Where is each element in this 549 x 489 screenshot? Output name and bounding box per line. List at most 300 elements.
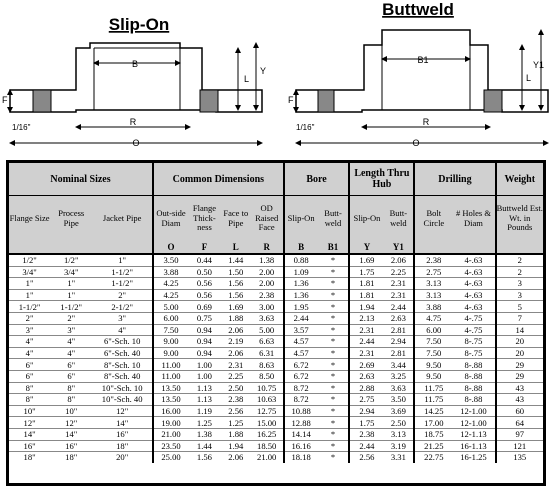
table-cell: 11.00 — [153, 370, 188, 382]
table-cell: 10"-Sch. 10 — [92, 382, 153, 394]
table-cell: 16-1.25 — [452, 452, 495, 463]
table-cell: 8-.88 — [452, 382, 495, 394]
table-cell: 10"-Sch. 40 — [92, 394, 153, 406]
table-cell: 2.25 — [383, 266, 414, 278]
table-cell: 2.56 — [221, 405, 251, 417]
table-cell: 2.38 — [251, 289, 284, 301]
table-cell: 8.63 — [251, 359, 284, 371]
table-cell: 3/4" — [9, 266, 50, 278]
table-cell: 1/2" — [63, 255, 79, 266]
group-weight: Weight — [496, 163, 543, 196]
table-cell: 8"-Sch. 40 — [92, 370, 153, 382]
table-cell: 2.25 — [221, 370, 251, 382]
table-cell: 16.00 — [153, 405, 188, 417]
table-cell: 5.00 — [153, 301, 188, 313]
table-cell: 4.75 — [414, 312, 452, 324]
table-cell: * — [318, 278, 350, 290]
table-cell: 8.50 — [251, 370, 284, 382]
table-cell: 1/2" — [22, 255, 37, 266]
table-cell: 2.69 — [349, 359, 383, 371]
table-cell: 0.69 — [188, 301, 221, 313]
slip-on-label-raised: 1/16" — [12, 123, 31, 132]
table-cell: 17.00 — [414, 417, 452, 429]
table-cell: * — [330, 255, 336, 266]
table-cell: * — [318, 289, 350, 301]
table-cell: 1.88 — [221, 312, 251, 324]
table-cell: 3.44 — [383, 359, 414, 371]
table-cell: * — [318, 394, 350, 406]
table-cell: 7.50 — [153, 324, 188, 336]
table-cell: 2.50 — [383, 417, 414, 429]
table-cell: 4.25 — [153, 289, 188, 301]
table-cell: 8" — [9, 382, 50, 394]
table-cell: * — [318, 440, 350, 452]
column-header: Flange Thick-ness — [188, 196, 221, 242]
table-cell: 16" — [92, 428, 153, 440]
column-symbol — [92, 241, 153, 254]
table-cell: 0.50 — [188, 266, 221, 278]
table-cell: 7.50 — [414, 336, 452, 348]
table-cell: 8.72 — [284, 394, 318, 406]
slip-on-diagram — [2, 15, 266, 148]
table-cell: 1.56 — [188, 452, 221, 463]
table-cell: 1.56 — [221, 289, 251, 301]
table-cell: 8"-Sch. 10 — [92, 359, 153, 371]
table-cell: 3.25 — [383, 370, 414, 382]
table-cell: 1.81 — [349, 289, 383, 301]
table-cell: 18.50 — [251, 440, 284, 452]
table-cell: 1.13 — [188, 382, 221, 394]
table-cell: 1-1/2" — [9, 301, 50, 313]
table-cell: 2.06 — [221, 324, 251, 336]
table-cell: 4.57 — [284, 336, 318, 348]
table-cell: 43 — [496, 394, 543, 406]
table-cell: 4-.75 — [452, 324, 495, 336]
table-cell: 3.13 — [414, 289, 452, 301]
table-cell: 4" — [92, 324, 153, 336]
table-cell: 6"-Sch. 10 — [92, 336, 153, 348]
table-cell: 2.31 — [349, 347, 383, 359]
table-cell: * — [318, 312, 350, 324]
table-cell: 20 — [496, 347, 543, 359]
table-cell: 2.31 — [383, 278, 414, 290]
table-cell: 2" — [9, 312, 50, 324]
table-cell: 135 — [496, 452, 543, 463]
table-cell: 2.00 — [251, 278, 284, 290]
table-cell: 3" — [92, 312, 153, 324]
table-row — [9, 405, 543, 417]
column-header: Face to Pipe — [221, 196, 251, 242]
buttweld-title: Buttweld — [382, 0, 454, 19]
table-cell: 2.31 — [221, 359, 251, 371]
table-cell: 1.13 — [188, 394, 221, 406]
slip-on-label-outside: O — [132, 138, 140, 148]
table-cell: * — [318, 347, 350, 359]
table-cell: 2.94 — [349, 405, 383, 417]
buttweld-label-outside: O — [412, 138, 420, 148]
table-cell: 1.88 — [221, 428, 251, 440]
table-cell: 11.00 — [153, 359, 188, 371]
column-header: # Holes & Diam — [452, 196, 495, 242]
table-cell: 8" — [50, 394, 92, 406]
table-row — [9, 336, 543, 348]
table-cell: 1" — [50, 278, 92, 290]
table-cell: 23.50 — [153, 440, 188, 452]
table-cell: 4-.63 — [464, 255, 483, 266]
table-cell: 2 — [496, 254, 543, 266]
table-cell: 0.56 — [188, 289, 221, 301]
table-cell: 12" — [50, 417, 92, 429]
table-cell: 1" — [118, 255, 127, 266]
column-header: Butt-weld — [318, 196, 350, 242]
table-cell: 3.50 — [153, 254, 188, 266]
table-row — [9, 440, 543, 452]
table-cell: 14 — [496, 324, 543, 336]
column-symbol: B — [284, 241, 318, 254]
buttweld-label-face: F — [288, 95, 294, 105]
table-cell: 1-1/2" — [50, 301, 92, 313]
table-cell: 16" — [50, 440, 92, 452]
column-header: Flange Size — [9, 196, 50, 242]
table-cell: 6" — [50, 370, 92, 382]
table-cell: 2.31 — [383, 289, 414, 301]
column-symbol — [414, 241, 452, 254]
slip-on-label-length: L — [244, 74, 250, 84]
table-cell: 3" — [9, 324, 50, 336]
table-cell: * — [318, 452, 350, 463]
table-cell: 12.88 — [284, 417, 318, 429]
table-cell: 18.18 — [284, 452, 318, 463]
table-cell: 3.57 — [284, 324, 318, 336]
table-cell: 12-1.13 — [452, 428, 495, 440]
flange-diagrams — [0, 0, 549, 160]
flange-spec-table — [6, 160, 546, 486]
table-cell: 4" — [9, 347, 50, 359]
slip-on-label-bore: B — [131, 59, 139, 69]
table-cell: * — [318, 266, 350, 278]
table-cell: 1.38 — [188, 428, 221, 440]
buttweld-label-raised: 1/16" — [296, 123, 315, 132]
table-cell: 3" — [50, 324, 92, 336]
table-cell: 3.88 — [414, 301, 452, 313]
group-nominal-sizes: Nominal Sizes — [9, 163, 153, 196]
table-cell: 21.25 — [414, 440, 452, 452]
table-cell: 3.13 — [414, 278, 452, 290]
column-header: Buttweld Est. Wt. in Pounds — [496, 196, 543, 242]
table-cell: 0.94 — [188, 324, 221, 336]
table-cell: 1" — [50, 289, 92, 301]
table-cell: 16" — [9, 440, 50, 452]
table-cell: 22.75 — [414, 452, 452, 463]
table-cell: 3.69 — [383, 405, 414, 417]
table-cell: 1.00 — [188, 370, 221, 382]
table-cell: 3.50 — [383, 394, 414, 406]
table-cell: * — [318, 382, 350, 394]
group-common-dimensions: Common Dimensions — [153, 163, 284, 196]
table-cell: 4-.63 — [452, 301, 495, 313]
table-cell: 4.25 — [153, 278, 188, 290]
table-cell: 2.19 — [221, 336, 251, 348]
table-cell: 2 — [496, 266, 543, 278]
table-cell: 2.31 — [349, 324, 383, 336]
table-cell: * — [318, 405, 350, 417]
table-cell: 43 — [496, 382, 543, 394]
table-cell: 4" — [9, 336, 50, 348]
table-cell: * — [318, 359, 350, 371]
table-cell: 14.25 — [414, 405, 452, 417]
table-cell: 8-.88 — [452, 359, 495, 371]
table-row — [9, 370, 543, 382]
table-cell: 3 — [496, 289, 543, 301]
table-cell: * — [318, 324, 350, 336]
slip-on-title: Slip-On — [108, 15, 170, 34]
column-header: Slip-On — [284, 196, 318, 242]
table-cell: 9.00 — [153, 336, 188, 348]
table-cell: 2.94 — [383, 336, 414, 348]
table-cell: 8" — [9, 394, 50, 406]
table-cell: * — [318, 336, 350, 348]
table-cell: 3.31 — [383, 452, 414, 463]
table-cell: * — [318, 301, 350, 313]
table-cell: 18" — [50, 452, 92, 463]
table-cell: * — [318, 417, 350, 429]
table-cell: 1.09 — [284, 266, 318, 278]
table-cell: 1" — [9, 289, 50, 301]
table-row — [9, 254, 543, 266]
table-row — [9, 359, 543, 371]
table-cell: 4.57 — [284, 347, 318, 359]
table-cell: 2.81 — [383, 324, 414, 336]
table-row — [9, 347, 543, 359]
column-symbol: F — [188, 241, 221, 254]
table-cell: 3.63 — [383, 382, 414, 394]
table-cell: 7.50 — [414, 347, 452, 359]
table-cell: 11.75 — [414, 394, 452, 406]
table-cell: 2-1/2" — [92, 301, 153, 313]
table-cell: 21.00 — [251, 452, 284, 463]
table-cell: 1.19 — [188, 405, 221, 417]
table-cell: 10.63 — [251, 394, 284, 406]
table-cell: 6" — [50, 359, 92, 371]
table-cell: 9.00 — [153, 347, 188, 359]
column-symbol: L — [221, 241, 251, 254]
table-cell: 16-1.13 — [452, 440, 495, 452]
column-symbol — [496, 241, 543, 254]
table-cell: 0.44 — [196, 255, 212, 266]
table-row — [9, 324, 543, 336]
buttweld-label-hub: Y1 — [533, 60, 545, 70]
table-row — [9, 266, 543, 278]
table-cell: 2.44 — [349, 440, 383, 452]
table-cell: 1.44 — [188, 440, 221, 452]
table-cell: 1.44 — [228, 255, 244, 266]
table-cell: 12-1.00 — [452, 417, 495, 429]
table-cell: 1.25 — [221, 417, 251, 429]
column-header: Bolt Circle — [414, 196, 452, 242]
table-cell: 6.00 — [153, 312, 188, 324]
table-cell: 11.75 — [414, 382, 452, 394]
table-cell: 7 — [496, 312, 543, 324]
table-cell: 1.69 — [221, 301, 251, 313]
table-cell: 8-.75 — [452, 347, 495, 359]
table-cell: 2.00 — [251, 266, 284, 278]
table-cell: 1-1/2" — [92, 278, 153, 290]
table-cell: 6" — [9, 370, 50, 382]
table-cell: 6.00 — [414, 324, 452, 336]
table-cell: 97 — [496, 428, 543, 440]
table-cell: 1.38 — [259, 255, 275, 266]
table-cell: 19.00 — [153, 417, 188, 429]
table-cell: 14.14 — [284, 428, 318, 440]
table-cell: 18" — [9, 452, 50, 463]
table-cell: 64 — [496, 417, 543, 429]
table-cell: 6" — [9, 359, 50, 371]
column-header: Butt-weld — [383, 196, 414, 242]
table-cell: 2.50 — [221, 382, 251, 394]
table-row — [9, 428, 543, 440]
table-cell: 2.44 — [284, 312, 318, 324]
column-symbol — [50, 241, 92, 254]
table-cell: 10.75 — [251, 382, 284, 394]
table-row — [9, 452, 543, 463]
table-cell: 14" — [9, 428, 50, 440]
column-header: OD Raised Face — [251, 196, 284, 242]
table-cell: 1.75 — [349, 417, 383, 429]
table-cell: 6.31 — [251, 347, 284, 359]
table-cell: 14" — [50, 428, 92, 440]
table-cell: 2.81 — [383, 347, 414, 359]
table-cell: 6.72 — [284, 359, 318, 371]
column-symbol: Y — [349, 241, 383, 254]
table-cell: 2.63 — [383, 312, 414, 324]
table-cell: 15.00 — [251, 417, 284, 429]
table-row — [9, 312, 543, 324]
table-cell: 6.72 — [284, 370, 318, 382]
table-cell: 16.25 — [251, 428, 284, 440]
table-cell: 13.50 — [153, 394, 188, 406]
table-cell: 4" — [50, 336, 92, 348]
table-cell: 2.38 — [414, 254, 452, 266]
table-cell: 121 — [496, 440, 543, 452]
table-cell: 1.25 — [188, 417, 221, 429]
table-cell: 18.75 — [414, 428, 452, 440]
table-cell: 1.36 — [284, 289, 318, 301]
table-cell: 1-1/2" — [92, 266, 153, 278]
table-cell: 9.50 — [414, 359, 452, 371]
table-cell: 6.63 — [251, 336, 284, 348]
table-cell: 29 — [496, 370, 543, 382]
table-cell: 14" — [92, 417, 153, 429]
group-drilling: Drilling — [414, 163, 495, 196]
table-cell: 3 — [496, 278, 543, 290]
column-symbol — [452, 241, 495, 254]
table-row — [9, 289, 543, 301]
buttweld-label-bore: B1 — [417, 55, 429, 65]
buttweld-diagram — [288, 0, 548, 148]
table-cell: 20" — [92, 452, 153, 463]
table-cell: * — [318, 370, 350, 382]
table-cell: 10" — [9, 405, 50, 417]
table-cell: 12-1.00 — [452, 405, 495, 417]
column-symbol: B1 — [318, 241, 350, 254]
table-cell: 13.50 — [153, 382, 188, 394]
table-cell: 0.94 — [188, 336, 221, 348]
table-cell: 16.16 — [284, 440, 318, 452]
table-cell: 2" — [92, 289, 153, 301]
table-cell: 2" — [50, 312, 92, 324]
table-cell: 3/4" — [50, 266, 92, 278]
table-cell: 0.75 — [188, 312, 221, 324]
table-cell: 1.56 — [221, 278, 251, 290]
table-cell: 2.13 — [349, 312, 383, 324]
table-cell: 6"-Sch. 40 — [92, 347, 153, 359]
table-cell: 18" — [92, 440, 153, 452]
table-cell: 25.00 — [153, 452, 188, 463]
slip-on-label-bolt: R — [129, 117, 137, 127]
table-cell: 9.50 — [414, 370, 452, 382]
table-cell: 2.38 — [349, 428, 383, 440]
table-cell: 1.75 — [349, 266, 383, 278]
table-cell: 2.75 — [349, 394, 383, 406]
table-cell: 2.75 — [414, 266, 452, 278]
table-cell: 2.06 — [221, 347, 251, 359]
column-header: Process Pipe — [50, 196, 92, 242]
table-cell: 12.75 — [251, 405, 284, 417]
buttweld-label-bolt: R — [422, 117, 430, 127]
table-cell: 5.00 — [251, 324, 284, 336]
table-row — [9, 278, 543, 290]
table-cell: 4-.63 — [452, 266, 495, 278]
table-cell: 4-.63 — [452, 278, 495, 290]
table-cell: 1.81 — [349, 278, 383, 290]
table-cell: 2.38 — [221, 394, 251, 406]
table-cell: 21.00 — [153, 428, 188, 440]
table-cell: 8" — [50, 382, 92, 394]
table-cell: 2.63 — [349, 370, 383, 382]
table-cell: 1.50 — [221, 266, 251, 278]
table-cell: 1.95 — [284, 301, 318, 313]
table-cell: 8-.75 — [452, 336, 495, 348]
table-cell: 20 — [496, 336, 543, 348]
column-symbol: R — [251, 241, 284, 254]
column-header: Out-side Diam — [153, 196, 188, 242]
table-row — [9, 301, 543, 313]
table-cell: 3.00 — [251, 301, 284, 313]
table-cell: 4-.75 — [452, 312, 495, 324]
table-cell: 0.88 — [284, 254, 318, 266]
table-cell: 29 — [496, 359, 543, 371]
column-symbol: Y1 — [383, 241, 414, 254]
buttweld-label-length: L — [526, 73, 532, 83]
table-cell: 10" — [50, 405, 92, 417]
table-row — [9, 382, 543, 394]
table-cell: 12" — [9, 417, 50, 429]
table-cell: 8.72 — [284, 382, 318, 394]
table-cell: 0.94 — [188, 347, 221, 359]
table-cell: 3.19 — [383, 440, 414, 452]
table-cell: 4" — [50, 347, 92, 359]
table-cell: 2.56 — [349, 452, 383, 463]
table-cell: 2.06 — [221, 452, 251, 463]
group-length-thru-hub: Length Thru Hub — [349, 163, 414, 196]
table-cell: 3.63 — [251, 312, 284, 324]
table-cell: * — [318, 428, 350, 440]
table-cell: 1.36 — [284, 278, 318, 290]
table-cell: 60 — [496, 405, 543, 417]
slip-on-label-face: F — [2, 95, 8, 105]
table-cell: 0.56 — [188, 278, 221, 290]
table-cell: 8-.88 — [452, 394, 495, 406]
